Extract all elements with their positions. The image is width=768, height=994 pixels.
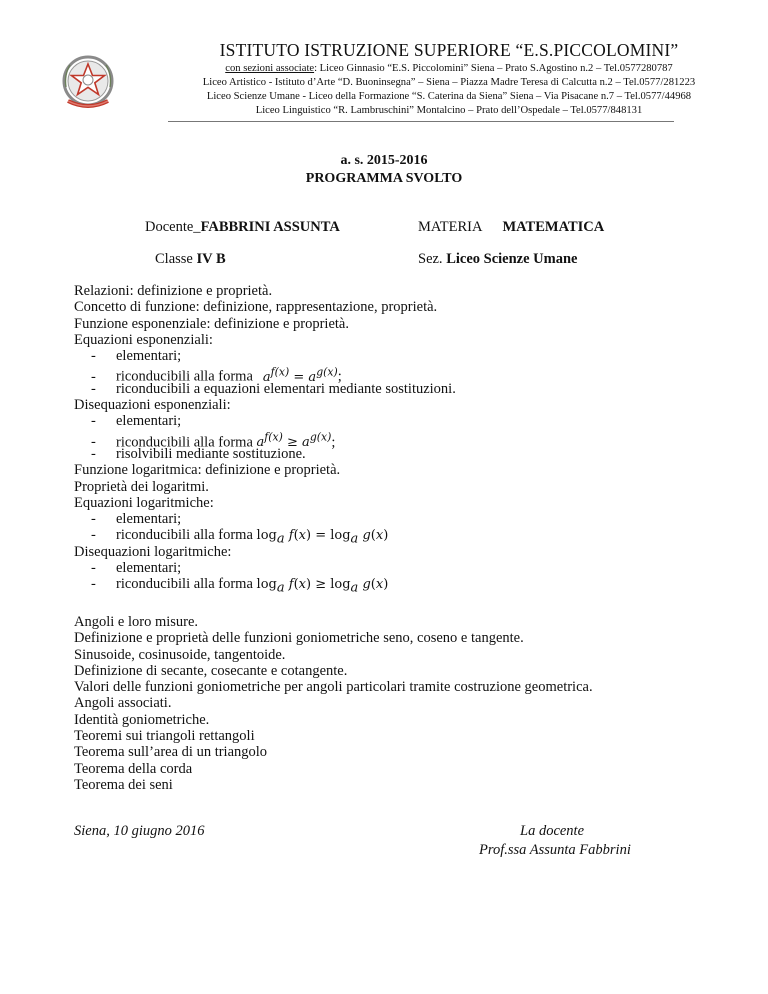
program-item: Relazioni: definizione e proprietà.	[74, 283, 273, 299]
program-subitem: - elementari;	[91, 348, 182, 365]
program-item: Teorema della corda	[74, 760, 193, 777]
program-item: Sinusoide, cosinusoide, tangentoide.	[74, 646, 286, 663]
program-item: Identità goniometriche.	[74, 711, 210, 728]
program-item: Funzione esponenziale: definizione e proprietà.	[74, 315, 349, 332]
header-line-1	[130, 63, 768, 74]
header-line-2: Liceo Artistico - Istituto d’Arte “D. Buoninsegna” – Siena – Piazza Madre Teresa di Calcutta n.2 – Tel.0577/281223	[202, 77, 696, 88]
section-label: Sez.	[418, 251, 447, 267]
subject-field	[418, 219, 604, 236]
institute-title: ISTITUTO ISTRUZIONE SUPERIORE “E.S.PICCOLOMINI”	[219, 40, 679, 60]
document-title: PROGRAMMA SVOLTO	[305, 171, 463, 186]
subject-label: MATERIA	[418, 219, 483, 235]
section-field	[418, 251, 577, 268]
program-item: Equazioni esponenziali:	[74, 331, 213, 348]
list-dash: -	[91, 445, 96, 462]
formula: $a^{f(x)} \ge a^{g(x)}$	[256, 430, 332, 450]
formula: $\log_a f(x) = \log_a g(x)$	[256, 528, 389, 548]
program-item: Proprietà dei logaritmi.	[74, 478, 209, 495]
list-dash: -	[91, 576, 96, 593]
header-line-1-text: : Liceo Ginnasio “E.S. Piccolomini” Siena – Prato S.Agostino n.2 – Tel.0577280787	[314, 63, 673, 74]
program-item: Disequazioni logaritmiche:	[74, 543, 232, 560]
list-dash: -	[91, 434, 96, 450]
program-item: Valori delle funzioni goniometriche per angoli particolari tramite costruzione geometrica.	[74, 679, 593, 696]
program-item: Funzione logaritmica: definizione e proprietà.	[74, 462, 341, 479]
program-item: Angoli e loro misure.	[74, 614, 199, 630]
class-field	[155, 251, 226, 268]
program-item: Teorema dei seni	[74, 776, 173, 793]
program-subitem: - riconducibili alla forma $\log_a f(x) = \log_a g(x)$	[91, 527, 389, 548]
formula: $\log_a f(x) \ge \log_a g(x)$	[256, 577, 389, 596]
teacher-label: Docente_	[145, 219, 201, 235]
class-label: Classe	[155, 251, 197, 267]
program-subitem: - riconducibili alla forma $a^{f(x)} = a^{g(x)}$;	[91, 365, 342, 385]
signature-name: Prof.ssa Assunta Fabbrini	[479, 842, 631, 858]
program-subitem: - elementari;	[91, 413, 182, 430]
list-dash: -	[91, 511, 96, 528]
list-dash: -	[91, 348, 96, 365]
header-divider	[168, 121, 674, 122]
subject-name: MATEMATICA	[502, 219, 605, 235]
teacher-name: FABBRINI ASSUNTA	[200, 219, 340, 235]
italian-republic-emblem-icon	[58, 53, 118, 113]
program-subitem: - riconducibili alla forma $a^{f(x)} \ge a^{g(x)}$;	[91, 430, 336, 450]
formula: $a^{f(x)} = a^{g(x)}$	[262, 365, 338, 385]
program-subitem: - elementari;	[91, 511, 182, 528]
program-item: Definizione di secante, cosecante e cotangente.	[74, 662, 348, 679]
program-subitem: - riconducibili a equazioni elementari mediante sostituzioni.	[91, 380, 456, 397]
list-dash: -	[91, 560, 96, 577]
section-name: Liceo Scienze Umane	[446, 251, 578, 267]
program-item: Equazioni logaritmiche:	[74, 494, 214, 511]
program-subitem: - risolvibili mediante sostituzione.	[91, 445, 306, 462]
header-line-4: Liceo Linguistico “R. Lambruschini” Montalcino – Prato dell’Ospedale – Tel.0577/848131	[255, 105, 643, 116]
program-subitem: - riconducibili alla forma $\log_a f(x) \ge \log_a g(x)$	[91, 576, 389, 596]
place-date: Siena, 10 giugno 2016	[74, 823, 205, 839]
signature-role: La docente	[520, 823, 585, 839]
teacher-field	[145, 219, 340, 236]
program-item: Angoli associati.	[74, 695, 172, 712]
list-dash: -	[91, 413, 96, 430]
program-list-trigonometry	[74, 614, 754, 793]
list-dash: -	[91, 380, 96, 397]
program-item: Teoremi sui triangoli rettangoli	[74, 728, 255, 745]
header-line-3: Liceo Scienze Umane - Liceo della Formazione “S. Caterina da Siena” Siena – Via Pisacane n.7 – Tel.0577/44968	[206, 91, 692, 102]
program-item: Disequazioni esponenziali:	[74, 397, 231, 414]
list-dash: -	[91, 527, 96, 544]
sections-label: con sezioni associate	[225, 63, 315, 74]
program-subitem: - elementari;	[91, 560, 182, 577]
school-year: a. s. 2015-2016	[340, 153, 428, 168]
list-dash: -	[91, 368, 96, 385]
program-item: Definizione e proprietà delle funzioni goniometriche seno, coseno e tangente.	[74, 630, 524, 647]
class-name: IV B	[196, 251, 226, 267]
program-item: Concetto di funzione: definizione, rappresentazione, proprietà.	[74, 299, 438, 316]
program-item: Teorema sull’area di un triangolo	[74, 744, 268, 761]
program-list-algebra	[74, 283, 744, 596]
